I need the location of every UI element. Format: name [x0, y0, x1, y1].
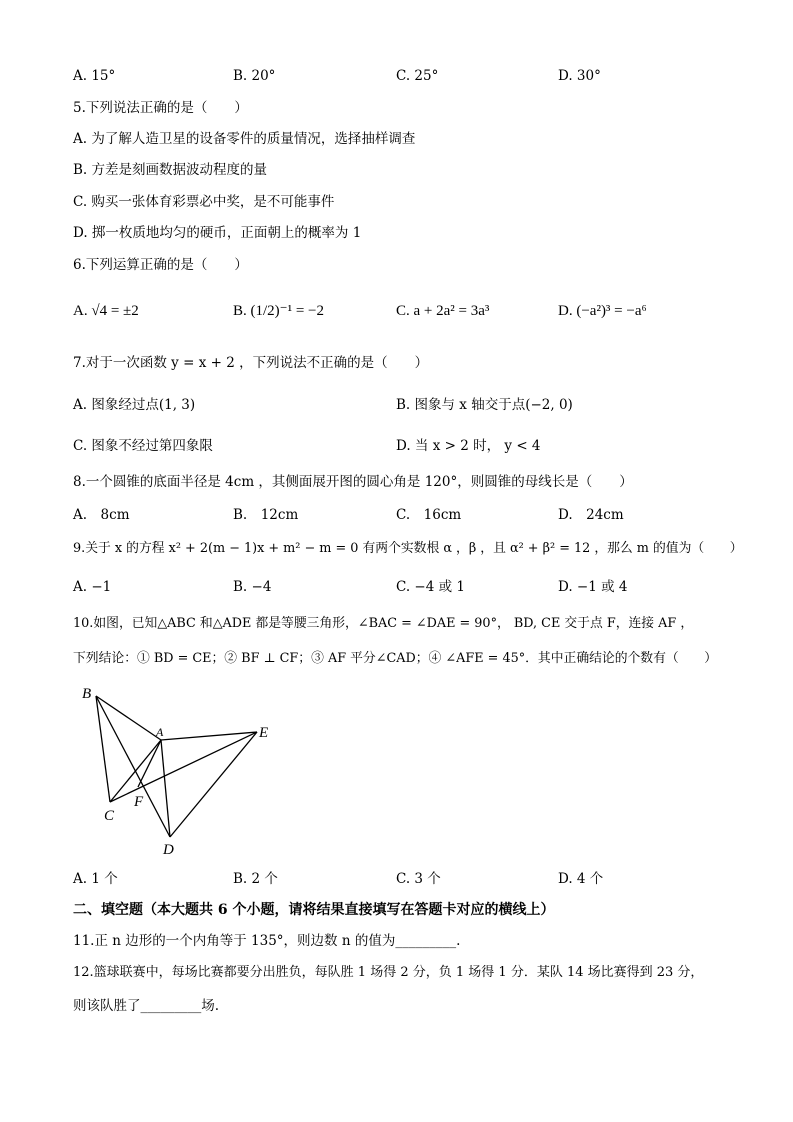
q8-option-d: D. 24cm	[558, 507, 624, 523]
q5-stem: 5.下列说法正确的是（ ）	[73, 100, 248, 116]
q12-line2: 则该队胜了_________场.	[73, 998, 220, 1014]
q7-option-d: D. 当 x > 2 时， y < 4	[396, 438, 541, 454]
section-2-heading: 二、填空题（本大题共 6 个小题，请将结果直接填写在答题卡对应的横线上）	[73, 902, 555, 918]
q5-option-d: D. 掷一枚质地均匀的硬币，正面朝上的概率为 1	[73, 225, 362, 241]
q7-option-a: A. 图象经过点(1, 3)	[73, 397, 196, 413]
q5-option-b: B. 方差是刻画数据波动程度的量	[73, 162, 268, 178]
q6-option-c: C. a + 2a² = 3a³	[396, 303, 490, 319]
segment-ce	[110, 732, 257, 802]
q10-option-c: C. 3 个	[396, 871, 441, 887]
q10-geometry-figure	[74, 682, 284, 860]
q10-stem-line1: 10.如图，已知△ABC 和△ADE 都是等腰三角形，∠BAC = ∠DAE = 90°， BD, CE 交于点 F，连接 AF ，	[73, 616, 694, 631]
label-c: C	[104, 808, 115, 824]
q12-line1: 12.篮球联赛中，每场比赛都要分出胜负，每队胜 1 场得 2 分，负 1 场得 1 分．某队 14 场比赛得到 23 分，	[73, 965, 704, 980]
q7-stem: 7.对于一次函数 y = x + 2 ，下列说法不正确的是（ ）	[73, 355, 429, 371]
q5-option-c: C. 购买一张体育彩票必中奖，是不可能事件	[73, 194, 335, 210]
q4-option-b: B. 20°	[233, 68, 276, 84]
q8-option-c: C. 16cm	[396, 507, 462, 523]
q6-option-b: B. (1/2)⁻¹ = −2	[233, 303, 324, 319]
q6-option-a: A. √4 = ±2	[73, 303, 139, 319]
segment-de	[170, 732, 257, 837]
q8-option-a: A. 8cm	[73, 507, 130, 523]
q5-option-a: A. 为了解人造卫星的设备零件的质量情况，选择抽样调查	[73, 131, 416, 147]
segment-ab	[96, 696, 161, 740]
q6-stem: 6.下列运算正确的是（ ）	[73, 257, 248, 273]
q4-option-c: C. 25°	[396, 68, 439, 84]
q4-option-a: A. 15°	[73, 68, 116, 84]
label-b: B	[82, 686, 92, 702]
q7-option-c: C. 图象不经过第四象限	[73, 438, 213, 454]
label-a: A	[156, 725, 164, 739]
q9-option-a: A. −1	[73, 579, 112, 595]
label-f: F	[134, 794, 144, 810]
segment-bc	[96, 696, 110, 802]
q10-stem-line2: 下列结论：① BD = CE；② BF ⊥ CF；③ AF 平分∠CAD；④ ∠AFE = 45°．其中正确结论的个数有（ ）	[73, 651, 718, 666]
q4-option-d: D. 30°	[558, 68, 601, 84]
q8-option-b: B. 12cm	[233, 507, 299, 523]
q10-option-a: A. 1 个	[73, 871, 118, 887]
q10-option-b: B. 2 个	[233, 871, 278, 887]
q9-option-d: D. −1 或 4	[558, 579, 628, 595]
label-e: E	[259, 725, 269, 741]
q11-stem: 11.正 n 边形的一个内角等于 135°，则边数 n 的值为_________.	[73, 933, 461, 949]
q6-option-d: D. (−a²)³ = −a⁶	[558, 303, 647, 319]
q9-option-c: C. −4 或 1	[396, 579, 466, 595]
q7-option-b: B. 图象与 x 轴交于点(−2, 0)	[396, 397, 573, 413]
q9-option-b: B. −4	[233, 579, 272, 595]
q10-option-d: D. 4 个	[558, 871, 604, 887]
q8-stem: 8.一个圆锥的底面半径是 4cm ，其侧面展开图的圆心角是 120°，则圆锥的母线长是（ ）	[73, 474, 633, 490]
q9-stem: 9.关于 x 的方程 x² + 2(m − 1)x + m² − m = 0 有两个实数根 α ，β ，且 α² + β² = 12 ，那么 m 的值为（ ）	[73, 541, 743, 556]
label-d: D	[163, 842, 174, 858]
